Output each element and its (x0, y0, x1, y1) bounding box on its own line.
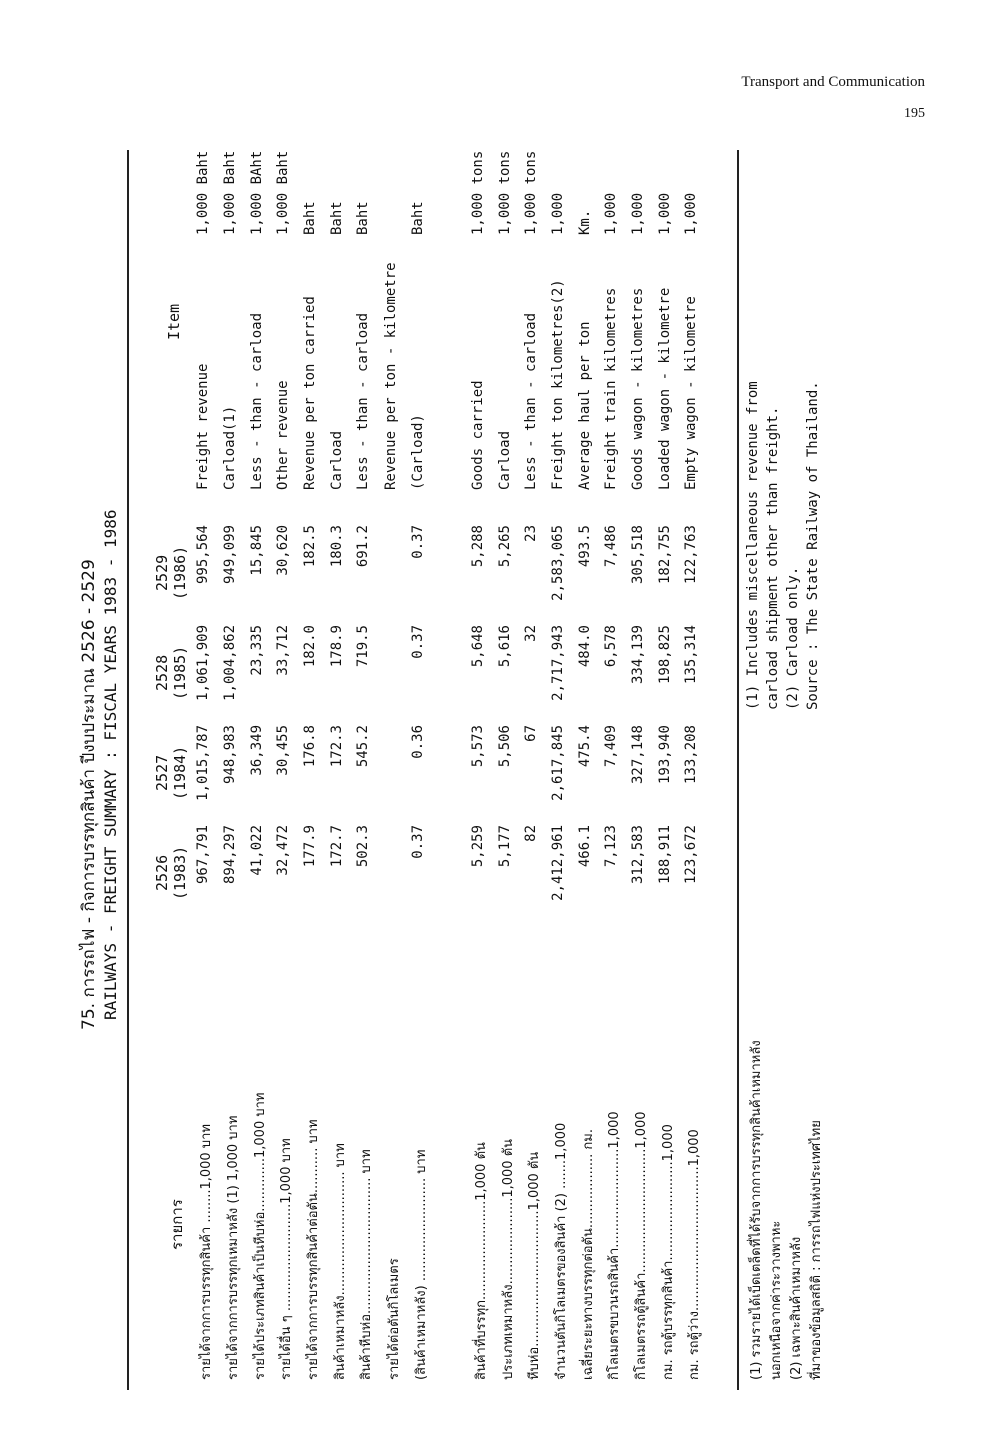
value-1986: 180.3 (329, 525, 345, 568)
value-1985: 719.5 (355, 625, 371, 668)
value-1986: 2,583,065 (550, 525, 566, 601)
value-1986: 305,518 (630, 525, 646, 585)
row-label-thai: กิโลเมตรรถตู้สินค้า..............................1,000 (634, 1111, 649, 1380)
value-1986: 23 (523, 525, 539, 542)
unit-label: 1,000 tons (470, 150, 486, 235)
column-header-2527 (153, 746, 189, 800)
value-1983: 82 (523, 825, 539, 842)
value-1986: 949,099 (222, 525, 238, 585)
unit-label: 1,000 tons (523, 150, 539, 235)
unit-label: 1,000 (657, 192, 673, 235)
value-1983: 123,672 (683, 825, 699, 885)
table-row (470, 60, 496, 1390)
row-label-thai: รายได้ประเภทสินค้าเป็นหีบห่อ.............1,000 บาท (253, 1092, 268, 1380)
unit-label: 1,000 tons (497, 150, 513, 235)
value-1983: 188,911 (657, 825, 673, 885)
row-label-thai: สินค้าที่บรรทุก........................1,000 ตัน (474, 1142, 489, 1380)
unit-label: 1,000 (630, 192, 646, 235)
row-label-english: Less - than - carload (355, 312, 371, 490)
value-1986: 5,288 (470, 525, 486, 568)
table-row (249, 60, 275, 1390)
row-label-thai: รายได้อื่น ๆ ..........................1,000 บาท (279, 1138, 294, 1380)
unit-label: Baht (302, 201, 318, 235)
unit-label: Baht (410, 201, 426, 235)
value-1985: 1,061,909 (195, 625, 211, 701)
source-english: Source : The State Railway of Thailand. (805, 381, 821, 710)
footnote-english-2: (2) Carload only. (785, 566, 801, 710)
row-label-thai: รายได้จากการบรรทุกเหมาหลัง (1) 1,000 บาท (226, 1115, 241, 1380)
value-1983: 32,472 (275, 825, 291, 876)
value-1985: 32 (523, 625, 539, 642)
value-1986: 30,620 (275, 525, 291, 576)
table-row (329, 60, 355, 1390)
value-1983: 2,412,961 (550, 825, 566, 901)
year-ce: (1984) (171, 745, 189, 800)
row-label-english: Carload (497, 430, 513, 490)
value-1983: 466.1 (577, 825, 593, 868)
table-row (497, 60, 523, 1390)
value-1985: 5,616 (497, 625, 513, 668)
year-be: 2526 (153, 854, 171, 891)
value-1986: 182.5 (302, 525, 318, 568)
row-label-thai: สินค้าหีบห่อ................................. บาท (359, 1149, 374, 1380)
value-1983: 177.9 (302, 825, 318, 868)
table-row (383, 60, 409, 1390)
value-1986: 493.5 (577, 525, 593, 568)
row-label-english: Revenue per ton - kilometre (383, 262, 399, 490)
row-label-english: Freight train kilometres (603, 287, 619, 490)
value-1984: 2,617,845 (550, 725, 566, 801)
year-be: 2527 (153, 754, 171, 791)
row-label-thai: กม. รถตู้ว่าง...................................1,000 (687, 1129, 702, 1380)
row-label-thai: หีบห่อ.................................1,000 ตัน (527, 1151, 542, 1380)
column-header-2529 (153, 546, 189, 600)
value-1985: 6,578 (603, 625, 619, 668)
row-label-english: Freight revenue (195, 363, 211, 490)
row-label-english: Average haul per ton (577, 321, 593, 490)
value-1986: 0.37 (410, 525, 426, 559)
footnote-thai-2: (2) เฉพาะสินค้าเหมาหลัง (789, 1236, 804, 1380)
value-1983: 502.3 (355, 825, 371, 868)
row-label-english: (Carload) (410, 414, 426, 490)
table-row (603, 60, 629, 1390)
row-label-thai: สินค้าเหมาหลัง.............................. บาท (333, 1143, 348, 1380)
unit-label: 1,000 BAht (249, 150, 265, 235)
value-1986: 995,564 (195, 525, 211, 585)
value-1985: 2,717,943 (550, 625, 566, 701)
year-be: 2528 (153, 654, 171, 691)
value-1983: 5,177 (497, 825, 513, 868)
value-1983: 7,123 (603, 825, 619, 868)
value-1986: 5,265 (497, 525, 513, 568)
table-row (657, 60, 683, 1390)
unit-label: Baht (329, 201, 345, 235)
value-1984: 475.4 (577, 725, 593, 768)
value-1983: 41,022 (249, 825, 265, 876)
value-1984: 172.3 (329, 725, 345, 768)
table-row (275, 60, 301, 1390)
value-1984: 5,573 (470, 725, 486, 768)
year-ce: (1986) (171, 545, 189, 600)
value-1984: 36,349 (249, 725, 265, 776)
value-1984: 133,208 (683, 725, 699, 785)
row-label-thai: รายได้ต่อตันกิโลเมตร (387, 1258, 402, 1380)
value-1985: 182.0 (302, 625, 318, 668)
table-row (550, 60, 576, 1390)
footnote-thai-1: (1) รวมรายได้เบ็ดเตล็ดที่ได้รับจากการบรรทุกสินค้าเหมาหลัง (749, 1040, 764, 1380)
row-label-english: Loaded wagon - kilometre (657, 287, 673, 490)
value-1985: 334,139 (630, 625, 646, 685)
running-head: Transport and Communication (741, 74, 925, 90)
value-1986: 182,755 (657, 525, 673, 585)
value-1986: 15,845 (249, 525, 265, 576)
top-rule (127, 150, 129, 1390)
unit-label: Km. (577, 209, 593, 235)
value-1984: 545.2 (355, 725, 371, 768)
table-row (222, 60, 248, 1390)
row-label-english: Less - than - carload (523, 312, 539, 490)
value-1983: 967,791 (195, 825, 211, 885)
value-1985: 135,314 (683, 625, 699, 685)
column-header-thai: รายการ (168, 1199, 186, 1250)
unit-label: 1,000 (550, 192, 566, 235)
value-1985: 198,825 (657, 625, 673, 685)
value-1983: 894,297 (222, 825, 238, 885)
row-label-english: Carload (329, 430, 345, 490)
row-label-english: Less - than - carload (249, 312, 265, 490)
unit-label: 1,000 (603, 192, 619, 235)
table-row (410, 60, 436, 1390)
rotated-table (65, 60, 824, 1390)
row-label-thai: กิโลเมตรขบวนรถสินค้า........................1,000 (607, 1111, 622, 1380)
bottom-rule (737, 150, 739, 1390)
row-label-thai: เฉลี่ยระยะทางบรรทุกต่อตัน.................. กม. (581, 1129, 596, 1380)
row-label-thai: ประเภทเหมาหลัง.....................1,000 ตัน (501, 1138, 516, 1380)
row-label-english: Goods carried (470, 380, 486, 490)
row-label-thai: (สินค้าเหมาหลัง) ......................... บาท (414, 1149, 429, 1380)
unit-label: 1,000 (683, 192, 699, 235)
value-1984: 5,506 (497, 725, 513, 768)
footnote-thai-1b: นอกเหนือจากค่าระวางพาหะ (769, 1220, 784, 1380)
row-label-thai: จำนวนตันกิโลเมตรของสินค้า (2) .......1,000 (554, 1122, 569, 1380)
value-1985: 484.0 (577, 625, 593, 668)
year-be: 2529 (153, 554, 171, 591)
value-1983: 5,259 (470, 825, 486, 868)
table-title-english: RAILWAYS - FREIGHT SUMMARY : FISCAL YEARS 1983 - 1986 (101, 509, 120, 1020)
value-1984: 193,940 (657, 725, 673, 785)
value-1983: 0.37 (410, 825, 426, 859)
value-1983: 172.7 (329, 825, 345, 868)
column-header-2528 (153, 646, 189, 700)
value-1985: 23,335 (249, 625, 265, 676)
column-header-2526 (153, 846, 189, 900)
column-header-item: Item (165, 303, 183, 340)
table-title-thai: 75. การรถไฟ - กิจการบรรทุกสินค้า ปีงบประมาณ 2526 - 2529 (79, 559, 99, 1030)
value-1984: 327,148 (630, 725, 646, 785)
value-1984: 7,409 (603, 725, 619, 768)
row-label-english: Empty wagon - kilometre (683, 296, 699, 490)
table-row (195, 60, 221, 1390)
value-1985: 5,648 (470, 625, 486, 668)
table-row (630, 60, 656, 1390)
value-1984: 67 (523, 725, 539, 742)
table-row (523, 60, 549, 1390)
row-label-english: Goods wagon - kilometres (630, 287, 646, 490)
table-row (302, 60, 328, 1390)
unit-label: Baht (355, 201, 371, 235)
row-label-english: Revenue per ton carried (302, 296, 318, 490)
value-1986: 122,763 (683, 525, 699, 585)
value-1984: 176.8 (302, 725, 318, 768)
source-thai: ที่มาของข้อมูลสถิติ : การรถไฟแห่งประเทศไทย (809, 1120, 824, 1380)
value-1984: 948,983 (222, 725, 238, 785)
table-row (355, 60, 381, 1390)
value-1985: 33,712 (275, 625, 291, 676)
unit-label: 1,000 Baht (222, 150, 238, 235)
value-1985: 0.37 (410, 625, 426, 659)
footnote-english-1: (1) Includes miscellaneous revenue from (745, 381, 761, 710)
value-1985: 1,004,862 (222, 625, 238, 701)
row-label-thai: รายได้จากการบรรทุกสินค้าต่อตัน........... บาท (306, 1119, 321, 1380)
unit-label: 1,000 Baht (195, 150, 211, 235)
value-1984: 30,455 (275, 725, 291, 776)
row-label-english: Carload(1) (222, 405, 238, 490)
page-number: 195 (904, 106, 925, 121)
row-label-thai: กม. รถตู้บรรทุกสินค้า........................1,000 (661, 1124, 676, 1380)
unit-label: 1,000 Baht (275, 150, 291, 235)
table-row (683, 60, 709, 1390)
footnote-english-1b: carload shipment other than freight. (765, 406, 781, 710)
row-label-english: Freight ton kilometres(2) (550, 279, 566, 490)
table-row (577, 60, 603, 1390)
row-label-english: Other revenue (275, 380, 291, 490)
value-1984: 1,015,787 (195, 725, 211, 801)
value-1986: 691.2 (355, 525, 371, 568)
value-1983: 312,583 (630, 825, 646, 885)
value-1986: 7,486 (603, 525, 619, 568)
value-1985: 178.9 (329, 625, 345, 668)
year-ce: (1985) (171, 645, 189, 700)
year-ce: (1983) (171, 845, 189, 900)
value-1984: 0.36 (410, 725, 426, 759)
row-label-thai: รายได้จากการบรรทุกสินค้า ........1,000 บาท (199, 1124, 214, 1380)
